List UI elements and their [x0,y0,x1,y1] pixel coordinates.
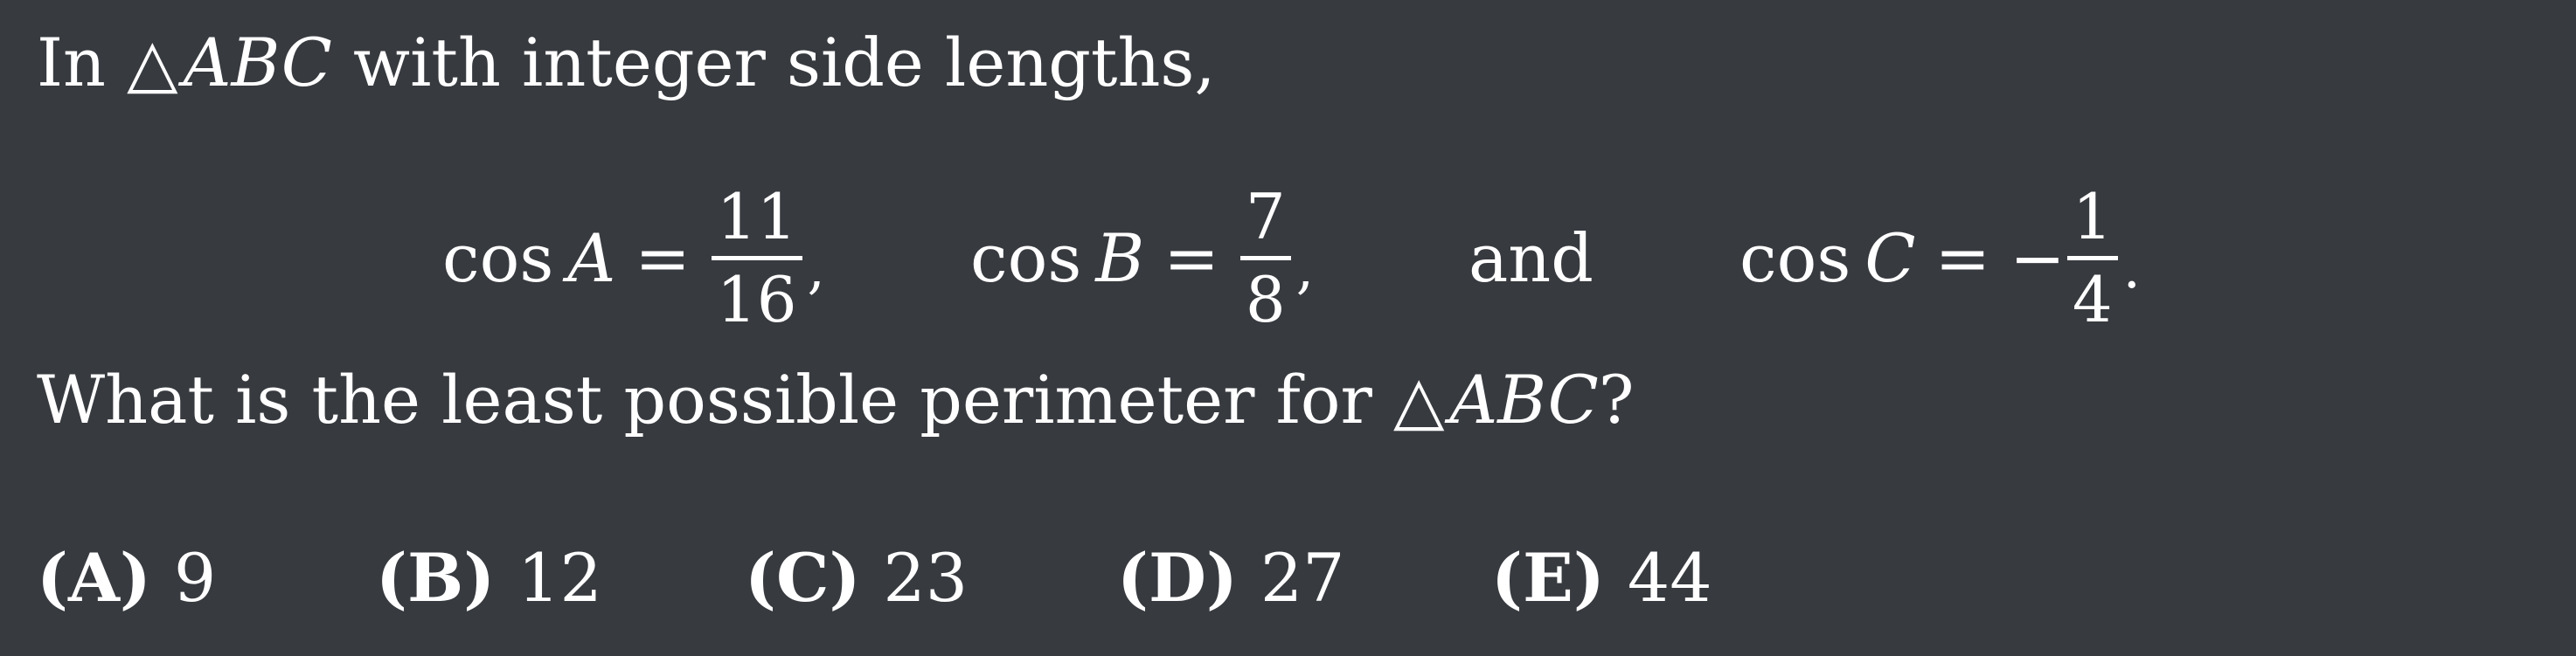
choice-b[interactable] [376,535,602,622]
fraction [1240,179,1291,336]
choice-label: (C) [745,539,861,617]
choice-label: (D) [1117,539,1238,617]
cosine-equations [0,170,2576,345]
intro-prefix: In [37,24,106,101]
numerator: 1 [2072,179,2113,253]
trailing-punctuation: , [1295,237,1315,301]
denominator: 4 [2072,262,2113,336]
numerator: 7 [1245,179,1286,253]
angle-variable: A [567,218,616,297]
denominator: 16 [716,262,797,336]
trailing-punctuation: . [2122,237,2142,301]
question-prefix: What is the least possible perimeter for [37,361,1372,438]
choice-value: 23 [883,539,969,617]
choice-label: (E) [1491,539,1605,617]
equals-sign: = [1163,218,1219,297]
numerator: 11 [716,179,797,253]
angle-variable: C [1864,218,1916,297]
question-suffix: ? [1598,361,1635,438]
choice-a[interactable] [37,535,216,622]
equation-cos-a [442,170,825,345]
question-text [37,356,1634,444]
function-name: cos [1739,218,1851,297]
triangle-icon: △ [127,24,178,101]
trailing-punctuation: , [807,237,825,301]
choice-d[interactable] [1117,535,1345,622]
triangle-name: ABC [183,24,332,101]
triangle-icon: △ [1392,361,1445,438]
problem-intro [37,19,1216,107]
angle-variable: B [1095,218,1145,297]
fraction-bar [2067,256,2118,260]
equation-cos-b [970,170,1314,345]
intro-suffix: with integer side lengths, [331,24,1216,101]
choice-label: (A) [37,539,151,617]
fraction-bar [1240,256,1291,260]
triangle-name: ABC [1449,361,1599,438]
fraction [712,179,802,336]
minus-sign: − [2010,218,2066,297]
equals-sign: = [1934,218,1991,297]
equation-cos-c [1739,170,2141,345]
fraction [2067,179,2118,336]
connector-and: and [1469,218,1594,297]
choice-value: 44 [1627,539,1712,617]
equals-sign: = [635,218,691,297]
choice-label: (B) [376,539,496,617]
choice-value: 12 [517,539,602,617]
choice-c[interactable] [745,535,968,622]
function-name: cos [970,218,1082,297]
choice-value: 9 [173,539,217,617]
function-name: cos [442,218,554,297]
denominator: 8 [1245,262,1286,336]
fraction-bar [712,256,802,260]
choice-value: 27 [1260,539,1345,617]
choice-e[interactable] [1491,535,1712,622]
